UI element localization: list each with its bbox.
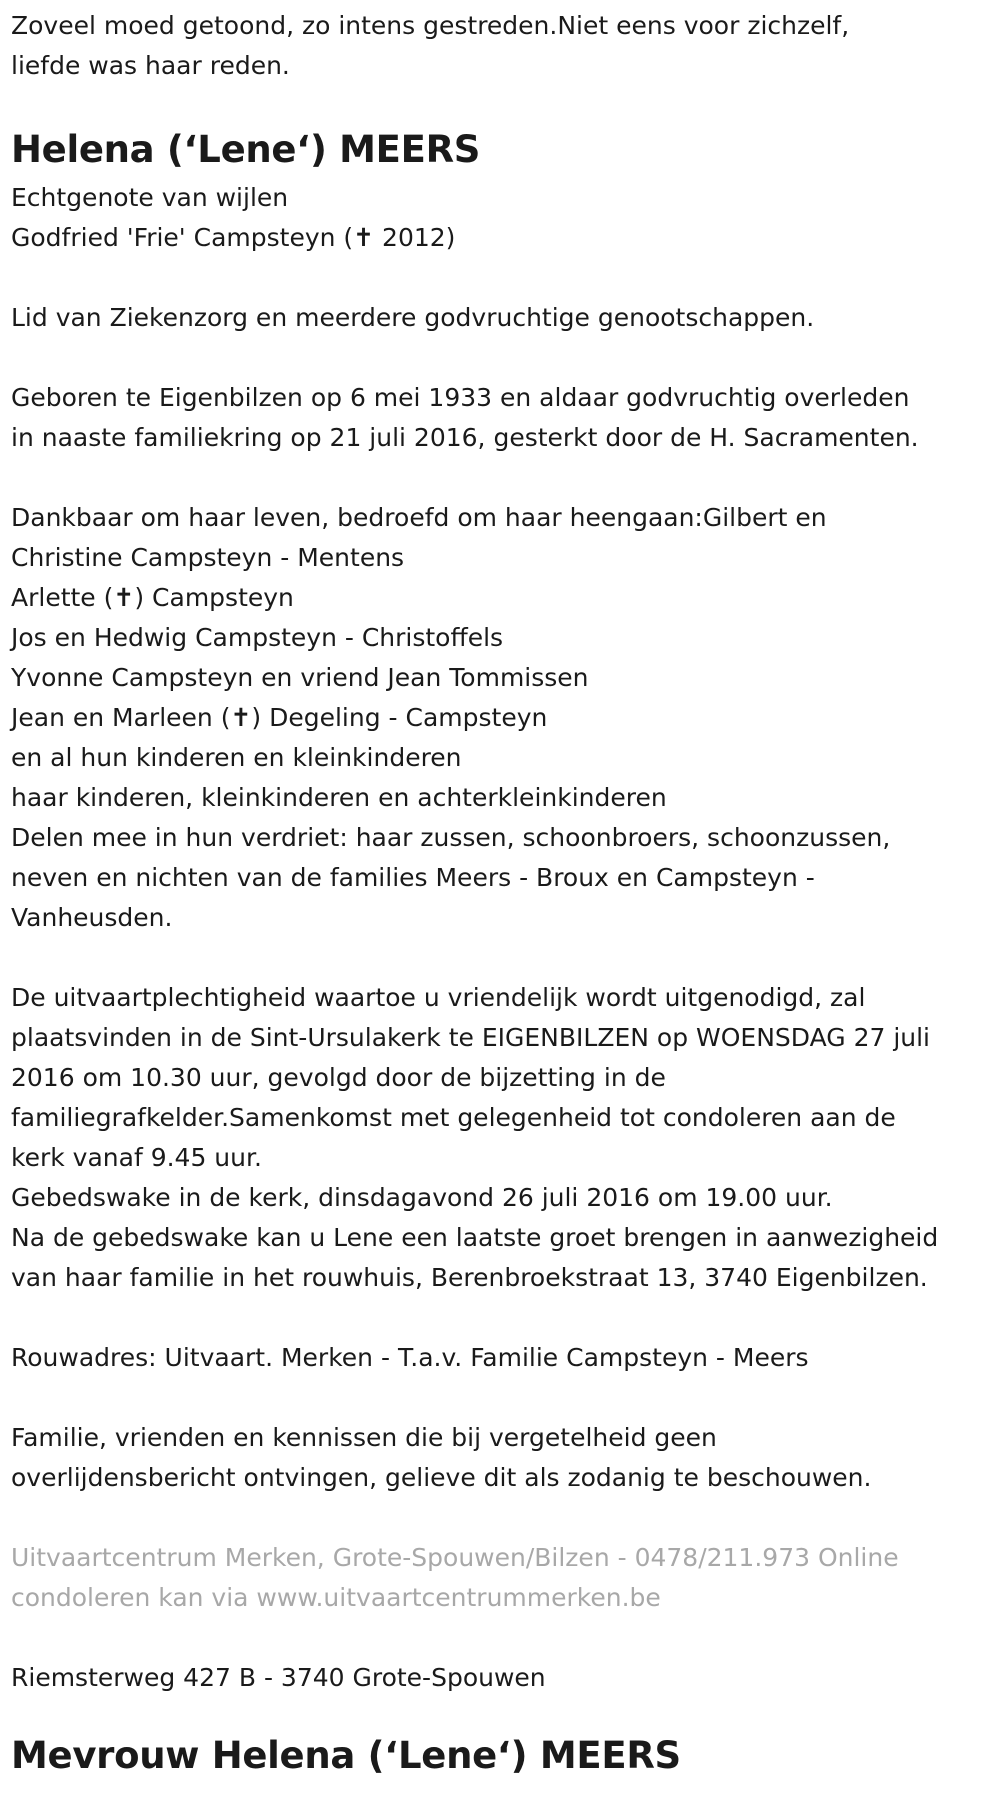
membership-line: Lid van Ziekenzorg en meerdere godvruchtige genootschappen. [11,303,815,332]
ceremony-line: 2016 om 10.30 uur, gevolgd door de bijzetting in de [11,1063,666,1092]
funeral-home-line: Uitvaartcentrum Merken, Grote-Spouwen/Bilzen - 0478/211.973 Online [11,1543,899,1572]
family-line: Yvonne Campsteyn en vriend Jean Tommissen [11,663,589,692]
birth-death-line: Geboren te Eigenbilzen op 6 mei 1933 en aldaar godvruchtig overleden [11,383,910,412]
motto-line: Zoveel moed getoond, zo intens gestreden.Niet eens voor zichzelf, [11,11,850,40]
motto-block [11,6,1000,86]
ceremony-line: De uitvaartplechtigheid waartoe u vriendelijk wordt uitgenodigd, zal [11,983,866,1012]
ceremony-line: Na de gebedswake kan u Lene een laatste groet brengen in aanwezigheid [11,1223,939,1252]
funeral-home-address-block [11,1658,1000,1698]
family-block [11,498,1000,938]
family-line: Dankbaar om haar leven, bedroefd om haar heengaan:Gilbert en [11,503,827,532]
family-line: Jean en Marleen (✝) Degeling - Campsteyn [11,703,548,732]
funeral-home-block [11,1538,1000,1618]
family-line: en al hun kinderen en kleinkinderen [11,743,462,772]
family-line: haar kinderen, kleinkinderen en achterkleinkinderen [11,783,667,812]
mourning-address-block [11,1338,1000,1378]
ceremony-line: plaatsvinden in de Sint-Ursulakerk te EIGENBILZEN op WOENSDAG 27 juli [11,1023,931,1052]
spouse-block [11,178,1000,258]
ceremony-block [11,978,1000,1298]
deceased-name: Helena (‘Lene‘) MEERS [11,128,481,171]
family-line: Jos en Hedwig Campsteyn - Christoffels [11,623,504,652]
funeral-home-address-line: Riemsterweg 427 B - 3740 Grote-Spouwen [11,1663,546,1692]
birth-death-block [11,378,1000,458]
ceremony-line: Gebedswake in de kerk, dinsdagavond 26 juli 2016 om 19.00 uur. [11,1183,833,1212]
family-line: Arlette (✝) Campsteyn [11,583,294,612]
funeral-home-line: condoleren kan via www.uitvaartcentrummerken.be [11,1583,661,1612]
ceremony-line: van haar familie in het rouwhuis, Berenbroekstraat 13, 3740 Eigenbilzen. [11,1263,928,1292]
spouse-line: Echtgenote van wijlen [11,183,289,212]
ceremony-line: familiegrafkelder.Samenkomst met gelegenheid tot condoleren aan de [11,1103,896,1132]
footer-name: Mevrouw Helena (‘Lene‘) MEERS [11,1734,681,1777]
family-line: Vanheusden. [11,903,173,932]
membership-block [11,298,1000,338]
family-line: Delen mee in hun verdriet: haar zussen, schoonbroers, schoonzussen, [11,823,891,852]
ceremony-line: kerk vanaf 9.45 uur. [11,1143,262,1172]
spouse-line: Godfried 'Frie' Campsteyn (✝ 2012) [11,223,456,252]
family-line: Christine Campsteyn - Mentens [11,543,405,572]
family-line: neven en nichten van de families Meers - Broux en Campsteyn - [11,863,815,892]
birth-death-line: in naaste familiekring op 21 juli 2016, gesterkt door de H. Sacramenten. [11,423,919,452]
mourning-address-line: Rouwadres: Uitvaart. Merken - T.a.v. Familie Campsteyn - Meers [11,1343,809,1372]
motto-line: liefde was haar reden. [11,51,290,80]
notice-line: overlijdensbericht ontvingen, gelieve dit als zodanig te beschouwen. [11,1463,872,1492]
notice-block [11,1418,1000,1498]
notice-line: Familie, vrienden en kennissen die bij vergetelheid geen [11,1423,717,1452]
